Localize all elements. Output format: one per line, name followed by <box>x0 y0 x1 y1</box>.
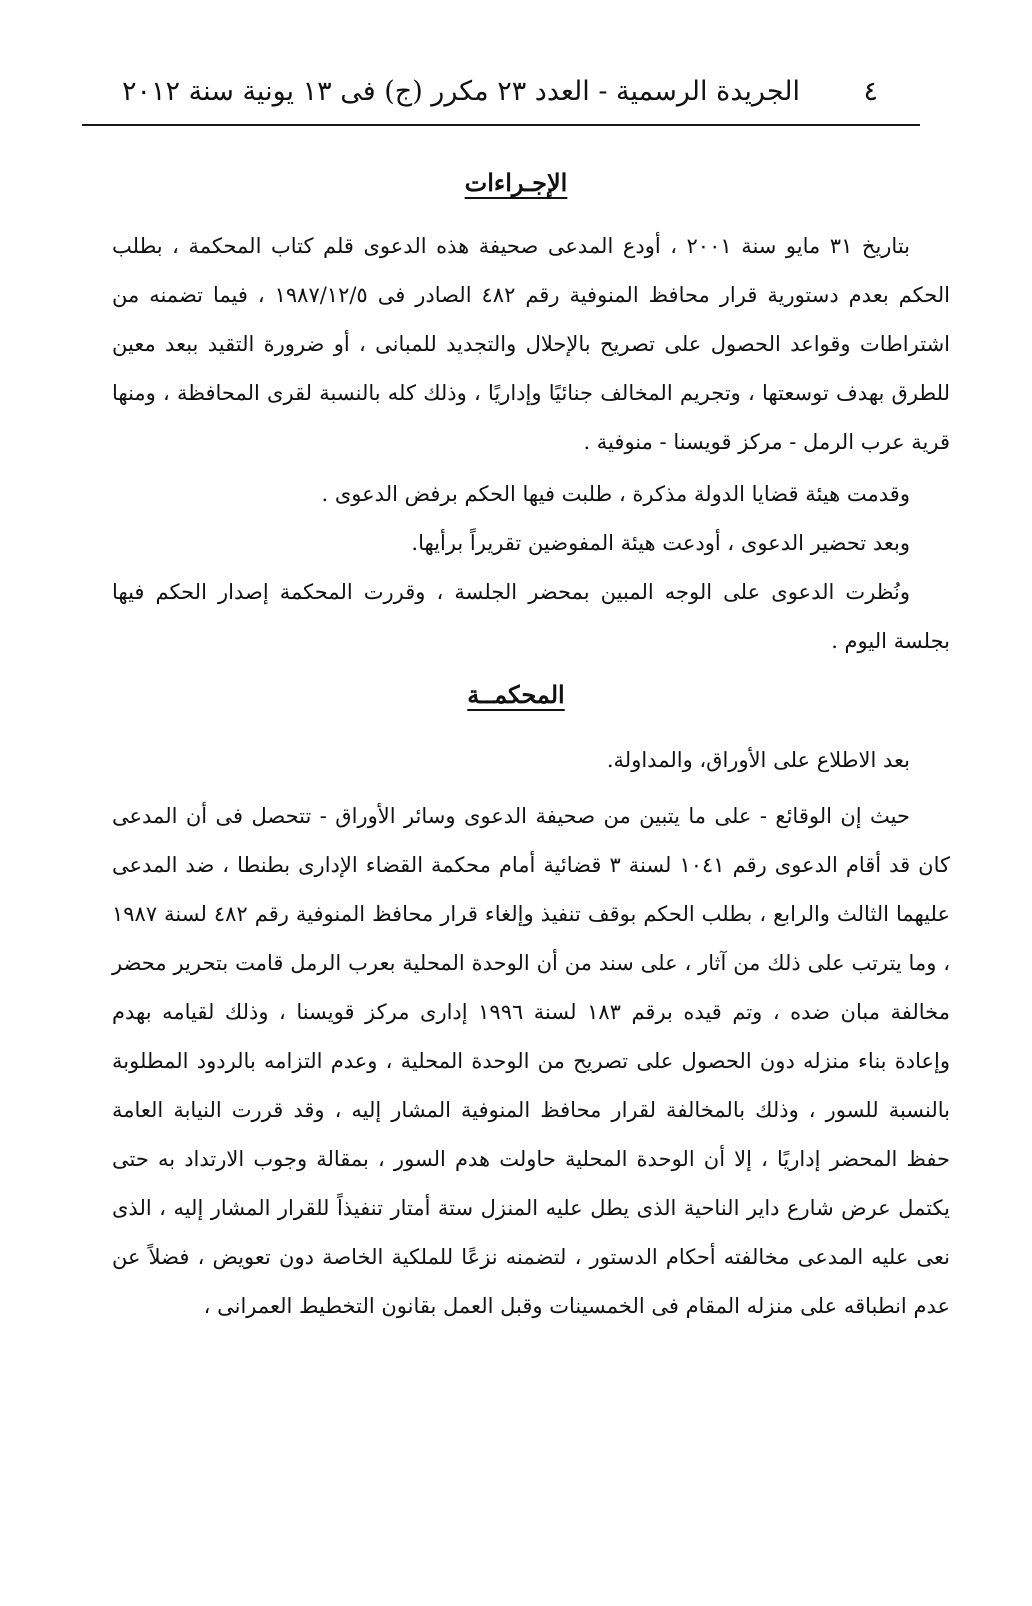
procedures-paragraph-1: بتاريخ ٣١ مايو سنة ٢٠٠١ ، أودع المدعى صحيفة هذه الدعوى قلم كتاب المحكمة ، بطلب الحكم بعدم دستورية قرار محافظ المنوفية رقم ٤٨٢ الصادر فى ١٩٨٧/١٢/٥ ، فيما تضمنه من اشتراطات وقواعد الحصول على تصريح بالإحلال والتجديد للمبانى ، أو ضرورة التقيد ببعد معين للطرق بهدف توسعتها ، وتجريم المخالف جنائيًا وإداريًا ، وذلك كله بالنسبة لقرى المحافظة ، ومنها قرية عرب الرمل - مركز قويسنا - منوفية . <box>112 234 951 454</box>
gazette-title: الجريدة الرسمية - العدد ٢٣ مكرر (ج) فى ١٣ يونية سنة ٢٠١٢ <box>122 76 800 107</box>
procedures-heading <box>0 168 1032 197</box>
court-paragraph-2: حيث إن الوقائع - على ما يتبين من صحيفة الدعوى وسائر الأوراق - تتحصل فى أن المدعى كان قد أقام الدعوى رقم ١٠٤١ لسنة ٣ قضائية أمام محكمة القضاء الإدارى بطنطا ، ضد المدعى عليهما الثالث والرابع ، بطلب الحكم بوقف تنفيذ وإلغاء قرار محافظ المنوفية رقم ٤٨٢ لسنة ١٩٨٧ ، وما يترتب على ذلك من آثار ، على سند من أن الوحدة المحلية بعرب الرمل قامت بتحرير محضر مخالفة مبان ضده ، وتم قيده برقم ١٨٣ لسنة ١٩٩٦ إدارى مركز قويسنا ، وذلك لقيامه بهدم وإعادة بناء منزله دون الحصول على تصريح من الوحدة المحلية ، وعدم التزامه بالردود المطلوبة بالنسبة للسور ، وذلك بالمخالفة لقرار محافظ المنوفية المشار إليه ، وقد قررت النيابة العامة حفظ المحضر إداريًا ، إلا أن الوحدة المحلية حاولت هدم السور ، بمقالة وجوب الارتداد به حتى يكتمل عرض شارع داير الناحية الذى يطل عليه المنزل ستة أمتار تنفيذاً للقرار المشار إليه ، الذى نعى عليه المدعى مخالفته أحكام الدستور ، لتضمنه نزعًا للملكية الخاصة دون تعويض ، فضلاً عن عدم انطباقه على منزله المقام فى الخمسينات وقبل العمل بقانون التخطيط العمرانى ، <box>112 804 950 1318</box>
procedures-heading-text: الإجـراءات <box>464 168 568 197</box>
procedures-paragraph-4: ونُظرت الدعوى على الوجه المبين بمحضر الجلسة ، وقررت المحكمة إصدار الحكم فيها بجلسة اليوم . <box>112 580 950 653</box>
procedures-paragraph-2: وقدمت هيئة قضايا الدولة مذكرة ، طلبت فيها الحكم برفض الدعوى . <box>321 482 910 506</box>
court-heading <box>0 680 1032 709</box>
court-paragraph-1: بعد الاطلاع على الأوراق، والمداولة. <box>606 748 910 772</box>
page-number: ٤ <box>863 76 878 107</box>
procedures-paragraph-3: وبعد تحضير الدعوى ، أودعت هيئة المفوضين تقريراً برأيها. <box>411 531 910 555</box>
page-header <box>82 68 920 126</box>
court-heading-text: المحكمــة <box>467 680 565 709</box>
